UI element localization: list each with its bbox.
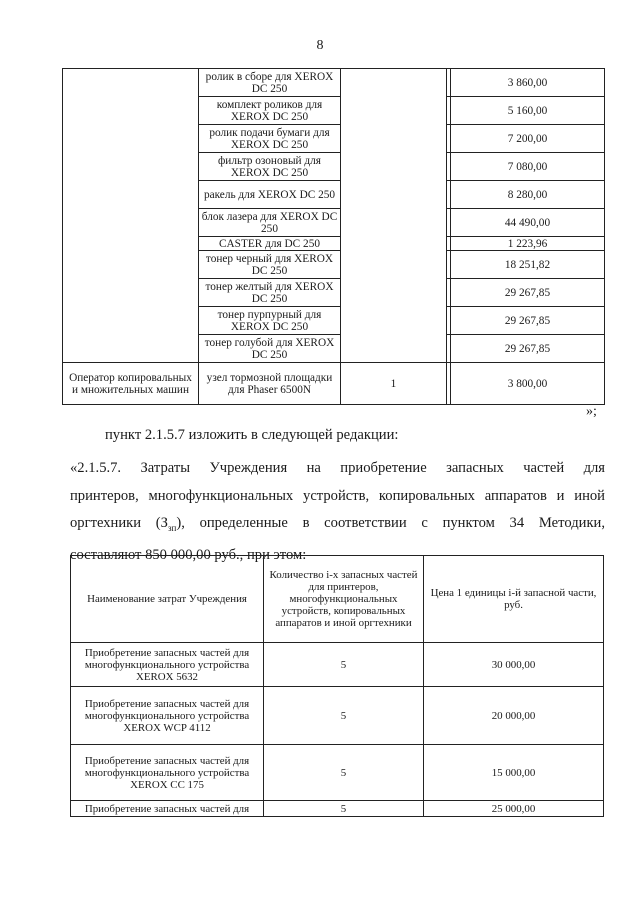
- position-cell-empty: [63, 237, 199, 251]
- position-cell-empty: [63, 307, 199, 335]
- price-cell: 44 490,00: [451, 209, 605, 237]
- table-row: [63, 181, 605, 209]
- table-row: [63, 153, 605, 181]
- qty-cell: [341, 181, 447, 209]
- closing-quote: »;: [586, 404, 597, 419]
- price-cell: 15 000,00: [424, 745, 604, 801]
- position-cell-empty: [63, 69, 199, 97]
- position-cell-empty: [63, 279, 199, 307]
- table-row: [71, 745, 604, 801]
- spare-parts-costs-table: [70, 555, 604, 817]
- spare-parts-prices-table: [62, 68, 605, 405]
- position-cell-empty: [63, 251, 199, 279]
- clause-line: оргтехники $(З_{зп})$, определенные в соответствии с пунктом 34 Методики,: [70, 515, 605, 533]
- qty-cell: [341, 97, 447, 125]
- position-cell-empty: [63, 125, 199, 153]
- price-cell: 29 267,85: [451, 307, 605, 335]
- price-cell: 8 280,00: [451, 181, 605, 209]
- price-cell: 7 080,00: [451, 153, 605, 181]
- position-cell-empty: [63, 97, 199, 125]
- price-cell: 18 251,82: [451, 251, 605, 279]
- qty-cell: [341, 251, 447, 279]
- qty-cell: [341, 69, 447, 97]
- position-cell-empty: [63, 209, 199, 237]
- item-cell: CASTER для DC 250: [199, 237, 341, 251]
- name-cell: Приобретение запасных частей для многофункционального устройства XEROX WCP 4112: [71, 687, 264, 745]
- item-cell: тонер голубой для XEROX DC 250: [199, 335, 341, 363]
- table-row: [63, 209, 605, 237]
- table-row: [71, 643, 604, 687]
- clause-line: принтеров, многофункциональных устройств, копировальных аппаратов и иной: [70, 487, 605, 504]
- qty-cell: [341, 279, 447, 307]
- table-row: [63, 69, 605, 97]
- item-cell: тонер пурпурный для XEROX DC 250: [199, 307, 341, 335]
- name-cell: Приобретение запасных частей для: [71, 801, 264, 817]
- qty-cell: [341, 335, 447, 363]
- table-row: [63, 335, 605, 363]
- table-row: [71, 801, 604, 817]
- position-cell: Оператор копировальных и множительных машин: [63, 363, 199, 405]
- price-cell: 20 000,00: [424, 687, 604, 745]
- header-cell: Наименование затрат Учреждения: [71, 556, 264, 643]
- item-cell: узел тормозной площадки для Phaser 6500N: [199, 363, 341, 405]
- price-cell: 29 267,85: [451, 335, 605, 363]
- qty-cell: [341, 125, 447, 153]
- qty-cell: 5: [264, 687, 424, 745]
- qty-cell: 5: [264, 643, 424, 687]
- price-cell: 30 000,00: [424, 643, 604, 687]
- position-cell-empty: [63, 153, 199, 181]
- header-cell: Цена 1 единицы i-й запасной части, руб.: [424, 556, 604, 643]
- qty-cell: [341, 307, 447, 335]
- qty-cell: 5: [264, 745, 424, 801]
- table-row: [63, 363, 605, 405]
- table-row: [63, 307, 605, 335]
- item-cell: ролик подачи бумаги для XEROX DC 250: [199, 125, 341, 153]
- item-cell: тонер черный для XEROX DC 250: [199, 251, 341, 279]
- qty-cell: [341, 237, 447, 251]
- paragraph-clause-2-1-5-7: [70, 455, 605, 570]
- qty-cell: [341, 153, 447, 181]
- table-row: [63, 125, 605, 153]
- table-row: [71, 687, 604, 745]
- price-cell: 5 160,00: [451, 97, 605, 125]
- price-cell: 29 267,85: [451, 279, 605, 307]
- position-cell-empty: [63, 181, 199, 209]
- qty-cell: 1: [341, 363, 447, 405]
- price-cell: 1 223,96: [451, 237, 605, 251]
- name-cell: Приобретение запасных частей для многофункционального устройства XEROX 5632: [71, 643, 264, 687]
- price-cell: 7 200,00: [451, 125, 605, 153]
- item-cell: комплект роликов для XEROX DC 250: [199, 97, 341, 125]
- price-cell: 3 860,00: [451, 69, 605, 97]
- item-cell: фильтр озоновый для XEROX DC 250: [199, 153, 341, 181]
- item-cell: тонер желтый для XEROX DC 250: [199, 279, 341, 307]
- clause-line: «2.1.5.7. Затраты Учреждения на приобретение запасных частей для: [70, 460, 605, 476]
- price-cell: 25 000,00: [424, 801, 604, 817]
- table-header-row: [71, 556, 604, 643]
- table-row: [63, 251, 605, 279]
- position-cell-empty: [63, 335, 199, 363]
- clause-line: составляют 850 000,00 руб., при этом:: [70, 547, 307, 564]
- table-row: [63, 279, 605, 307]
- page-number: 8: [316, 38, 324, 53]
- header-cell: Количество i-х запасных частей для принтеров, многофункциональных устройств, копировальных аппаратов и иной оргтехники: [264, 556, 424, 643]
- qty-cell: 5: [264, 801, 424, 817]
- paragraph-instruction: пункт 2.1.5.7 изложить в следующей редакции:: [105, 427, 399, 443]
- item-cell: ракель для XEROX DC 250: [199, 181, 341, 209]
- item-cell: блок лазера для XEROX DC 250: [199, 209, 341, 237]
- name-cell: Приобретение запасных частей для многофункционального устройства XEROX CC 175: [71, 745, 264, 801]
- price-cell: 3 800,00: [451, 363, 605, 405]
- item-cell: ролик в сборе для XEROX DC 250: [199, 69, 341, 97]
- table-row: [63, 237, 605, 251]
- qty-cell: [341, 209, 447, 237]
- table-row: [63, 97, 605, 125]
